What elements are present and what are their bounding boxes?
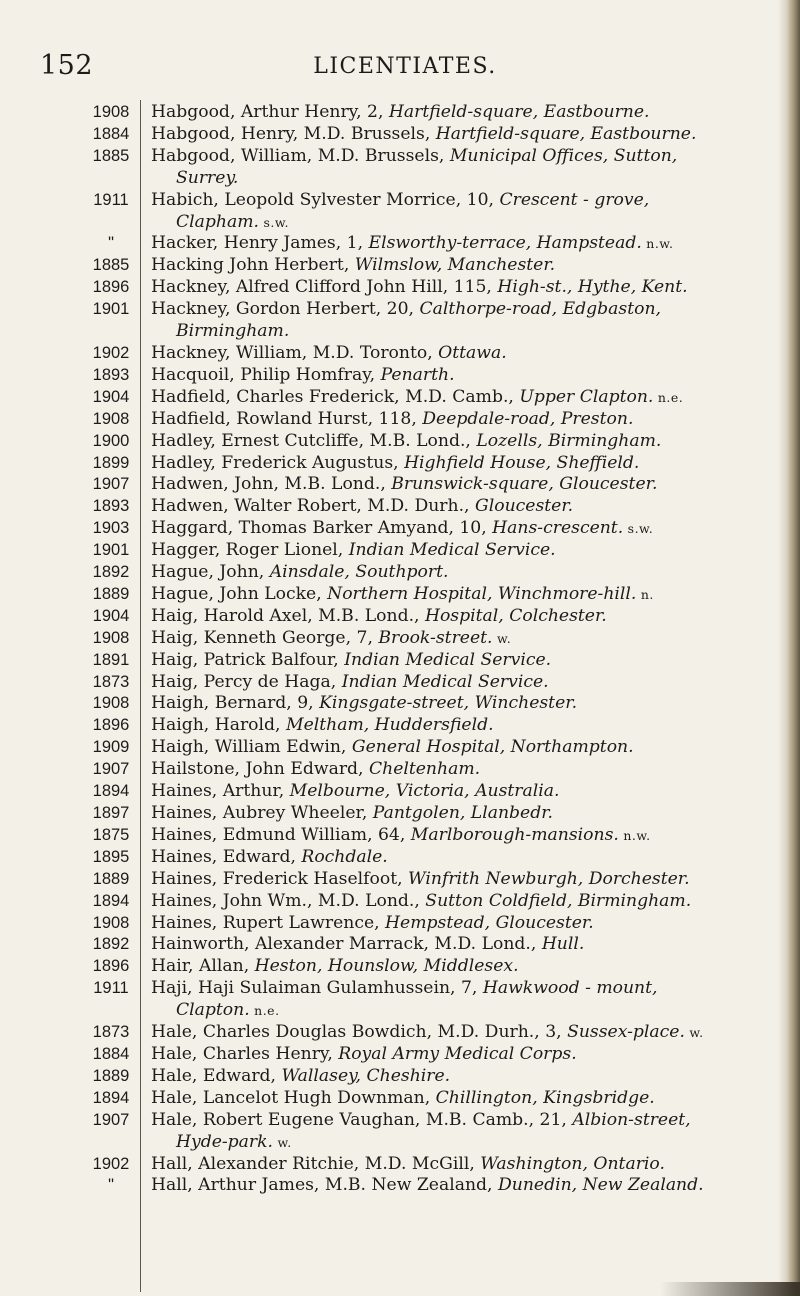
entry-row — [0, 299, 790, 343]
entry-year: 1907 — [92, 1110, 130, 1129]
entries-list — [0, 102, 790, 1197]
entry-address: Crescent - grove, — [499, 189, 650, 210]
entry-name: Hacker, Henry James, 1, — [151, 233, 369, 254]
entry-year: 1892 — [92, 563, 130, 582]
entry-address: Northern Hospital, Winchmore-hill. — [327, 583, 637, 604]
entry-year: 1908 — [92, 409, 130, 428]
entry-name: Hadfield, Charles Frederick, M.D. Camb., — [151, 386, 520, 407]
entry-year: 1904 — [92, 387, 130, 406]
entry-year: 1902 — [92, 1154, 130, 1173]
entry-address: Kingsgate-street, Winchester. — [319, 693, 578, 714]
entry-name: Hackney, Gordon Herbert, 20, — [151, 299, 420, 320]
entry-name: Hale, Charles Douglas Bowdich, M.D. Durh., 3, — [151, 1022, 568, 1043]
entry-row — [0, 781, 790, 803]
entry-name: Haines, Arthur, — [151, 781, 290, 802]
entry-text — [151, 562, 786, 584]
entry-address: Melbourne, Victoria, Australia. — [289, 781, 560, 802]
entry-address: Municipal Offices, Sutton, — [449, 145, 678, 166]
entry-name: Haigh, Bernard, 9, — [151, 693, 320, 714]
entry-year: 1894 — [92, 1088, 130, 1107]
entry-year: 1907 — [92, 760, 130, 779]
running-head: LICENTIATES. — [313, 54, 497, 79]
entry-year: 1901 — [92, 300, 130, 319]
entry-name: Hadfield, Rowland Hurst, 118, — [151, 408, 423, 429]
entry-row — [0, 1110, 790, 1154]
entry-name: Haig, Patrick Balfour, — [151, 649, 345, 670]
entry-year: 1885 — [92, 146, 130, 165]
entry-name: Hague, John Locke, — [151, 583, 328, 604]
entry-text — [151, 628, 786, 650]
entry-address: Hawkwood - mount, — [482, 978, 658, 999]
entry-district: s.w. — [623, 521, 654, 537]
entry-row — [0, 277, 790, 299]
entry-text — [151, 672, 786, 694]
entry-row — [0, 1175, 790, 1197]
entry-name: Habgood, William, M.D. Brussels, — [151, 145, 450, 166]
entry-address: Hartfield-square, Eastbourne. — [435, 123, 697, 144]
entry-name: Hacquoil, Philip Homfray, — [151, 364, 381, 385]
entry-year: " — [108, 234, 114, 253]
entry-row — [0, 606, 790, 628]
entry-row — [0, 365, 790, 387]
entry-address: Hempstead, Gloucester. — [385, 912, 594, 933]
entry-name: Habich, Leopold Sylvester Morrice, 10, — [151, 189, 500, 210]
entry-address: Marlborough-mansions. — [410, 824, 619, 845]
entry-address: Rochdale. — [301, 846, 388, 867]
entry-address: Sussex-place. — [567, 1022, 685, 1043]
entry-year: 1900 — [92, 431, 130, 450]
entry-name: Haigh, Harold, — [151, 715, 286, 736]
entry-year: 1908 — [92, 694, 130, 713]
entry-text — [151, 737, 786, 759]
entry-name: Haines, Aubrey Wheeler, — [151, 803, 373, 823]
entry-district: n.e. — [653, 389, 684, 405]
entry-year: 1902 — [92, 343, 130, 362]
entry-name: Haig, Percy de Haga, — [151, 671, 342, 692]
entry-address: Highfield House, Sheffield. — [404, 452, 640, 473]
entry-row — [0, 190, 790, 234]
entry-address: Hospital, Colchester. — [424, 605, 607, 626]
entry-address: Indian Medical Service. — [348, 540, 556, 561]
entry-year: 1896 — [92, 957, 130, 976]
entry-text — [151, 1110, 786, 1132]
entry-text — [151, 518, 786, 540]
entry-address: High-st., Hythe, Kent. — [497, 277, 688, 298]
page-number: 152 — [40, 50, 94, 81]
entry-name: Hadwen, John, M.B. Lond., — [151, 474, 392, 495]
entry-name: Haig, Kenneth George, 7, — [151, 627, 379, 648]
entry-text — [151, 1066, 786, 1088]
entry-text — [151, 693, 786, 715]
entry-year: 1884 — [92, 1044, 130, 1063]
entry-row — [0, 1044, 790, 1066]
entry-year: 1893 — [92, 365, 130, 384]
entry-text — [151, 299, 786, 321]
entry-row — [0, 737, 790, 759]
entry-text — [151, 650, 786, 672]
entry-continuation — [151, 212, 800, 234]
entry-text — [151, 913, 786, 935]
entry-text — [151, 803, 786, 825]
entry-row — [0, 913, 790, 935]
entry-year: 1895 — [92, 847, 130, 866]
entry-address: Chillington, Kingsbridge. — [435, 1087, 655, 1108]
entry-district: n.w. — [641, 236, 674, 252]
entry-year: 1894 — [92, 782, 130, 801]
entry-row — [0, 518, 790, 540]
entry-row — [0, 978, 790, 1022]
entry-year: 1908 — [92, 913, 130, 932]
entry-row — [0, 628, 790, 650]
entry-row — [0, 891, 790, 913]
entry-name: Hainworth, Alexander Marrack, M.D. Lond., — [151, 934, 542, 955]
entry-name: Hailstone, John Edward, — [151, 759, 369, 780]
entry-row — [0, 102, 790, 124]
entry-name: Hague, John, — [151, 562, 270, 583]
entry-address: Cheltenham. — [368, 759, 481, 780]
entry-row — [0, 956, 790, 978]
entry-text — [151, 1044, 786, 1066]
entry-name: Hale, Robert Eugene Vaughan, M.B. Camb., 21, — [151, 1109, 573, 1130]
page-header — [40, 50, 770, 86]
entry-text — [151, 102, 786, 124]
entry-text — [151, 146, 786, 168]
entry-row — [0, 672, 790, 694]
entry-row — [0, 584, 790, 606]
entry-row — [0, 869, 790, 891]
entry-district: w. — [684, 1025, 704, 1041]
entry-continuation — [151, 1132, 800, 1154]
entry-text — [151, 759, 786, 781]
entry-year: 1885 — [92, 256, 130, 275]
entry-address: Elsworthy-terrace, Hampstead. — [368, 233, 642, 254]
entry-district: n. — [636, 586, 654, 602]
entry-year: 1893 — [92, 497, 130, 516]
entry-continuation — [151, 168, 800, 190]
entry-address-continued: Birmingham. — [176, 321, 290, 342]
entry-text — [151, 233, 786, 255]
entry-year: 1884 — [92, 124, 130, 143]
entry-text — [151, 190, 786, 212]
entry-year: 1873 — [92, 672, 130, 691]
entry-name: Habgood, Arthur Henry, 2, — [151, 102, 389, 122]
entry-year: 1911 — [93, 190, 129, 209]
entry-address: Albion-street, — [572, 1109, 691, 1130]
entry-text — [151, 1022, 786, 1044]
entry-year: 1896 — [92, 716, 130, 735]
entry-district: n.e. — [249, 1003, 280, 1019]
entry-text — [151, 934, 786, 956]
entry-text — [151, 365, 786, 387]
entry-year: 1875 — [92, 825, 130, 844]
entry-address: Indian Medical Service. — [344, 649, 552, 670]
entry-address: Washington, Ontario. — [480, 1153, 665, 1174]
entry-year: 1899 — [92, 453, 130, 472]
entry-address: Ainsdale, Southport. — [269, 562, 449, 583]
entry-name: Hall, Alexander Ritchie, M.D. McGill, — [151, 1153, 481, 1174]
entry-text — [151, 277, 786, 299]
entry-year: 1889 — [92, 1066, 130, 1085]
entry-name: Haines, Edmund William, 64, — [151, 824, 411, 845]
entry-row — [0, 825, 790, 847]
entry-row — [0, 124, 790, 146]
entry-row — [0, 1022, 790, 1044]
entry-year: 1894 — [92, 891, 130, 910]
entry-text — [151, 891, 786, 913]
entry-address-continued: Surrey. — [176, 167, 239, 188]
entry-address: Indian Medical Service. — [341, 671, 549, 692]
entry-address: Royal Army Medical Corps. — [338, 1043, 577, 1064]
entry-year: 1908 — [92, 628, 130, 647]
entry-address-continued: Clapham. — [176, 211, 259, 232]
entry-year: 1873 — [92, 1023, 130, 1042]
entry-address: Pantgolen, Llanbedr. — [372, 803, 554, 823]
entry-name: Hackney, William, M.D. Toronto, — [151, 342, 439, 363]
entry-text — [151, 584, 786, 606]
entry-address: Wilmslow, Manchester. — [354, 255, 556, 276]
entry-name: Hall, Arthur James, M.B. New Zealand, — [151, 1175, 498, 1196]
entry-year: 1907 — [92, 475, 130, 494]
entry-row — [0, 562, 790, 584]
entry-name: Hagger, Roger Lionel, — [151, 540, 349, 561]
entry-address: Dunedin, New Zealand. — [497, 1175, 704, 1196]
entry-address: Brook-street. — [378, 627, 493, 648]
entry-address: General Hospital, Northampton. — [351, 737, 634, 758]
entry-row — [0, 540, 790, 562]
entry-year: 1889 — [92, 869, 130, 888]
entry-address: Hans-crescent. — [492, 518, 624, 539]
entry-text — [151, 387, 786, 409]
entry-name: Hadley, Frederick Augustus, — [151, 452, 405, 473]
entry-text — [151, 124, 786, 146]
entry-row — [0, 146, 790, 190]
entry-text — [151, 847, 786, 869]
entry-name: Haig, Harold Axel, M.B. Lond., — [151, 605, 425, 626]
entry-row — [0, 803, 790, 825]
entry-address: Penarth. — [380, 364, 455, 385]
entry-name: Hadley, Ernest Cutcliffe, M.B. Lond., — [151, 430, 477, 451]
entry-text — [151, 1175, 786, 1197]
entry-year: 1909 — [92, 738, 130, 757]
entry-row — [0, 387, 790, 409]
entry-row — [0, 453, 790, 475]
entry-district: s.w. — [258, 214, 290, 230]
entry-year: " — [108, 1176, 114, 1195]
entry-address: Gloucester. — [475, 496, 574, 517]
entry-district: w. — [273, 1134, 292, 1150]
entry-year: 1891 — [92, 650, 130, 669]
entry-row — [0, 255, 790, 277]
entry-row — [0, 474, 790, 496]
entry-name: Hadwen, Walter Robert, M.D. Durh., — [151, 496, 475, 517]
entry-year: 1896 — [92, 278, 130, 297]
entry-text — [151, 606, 786, 628]
entry-text — [151, 781, 786, 803]
entry-row — [0, 496, 790, 518]
entry-year: 1892 — [92, 935, 130, 954]
entry-row — [0, 759, 790, 781]
entry-name: Haines, John Wm., M.D. Lond., — [151, 890, 426, 911]
entry-address-continued: Hyde-park. — [176, 1131, 274, 1152]
entry-name: Hale, Lancelot Hugh Downman, — [151, 1087, 436, 1108]
entry-address: Winfrith Newburgh, Dorchester. — [408, 868, 690, 889]
entry-text — [151, 540, 786, 562]
entry-row — [0, 431, 790, 453]
entry-year: 1911 — [93, 979, 129, 998]
entry-name: Haggard, Thomas Barker Amyand, 10, — [151, 518, 493, 539]
entry-row — [0, 233, 790, 255]
entry-year: 1897 — [92, 804, 130, 822]
entry-text — [151, 474, 786, 496]
entry-name: Hair, Allan, — [151, 956, 255, 977]
entry-address-continued: Clapton. — [176, 1000, 250, 1021]
entry-address: Heston, Hounslow, Middlesex. — [254, 956, 519, 977]
entry-text — [151, 715, 786, 737]
entry-row — [0, 693, 790, 715]
entry-row — [0, 1154, 790, 1176]
entry-text — [151, 1154, 786, 1176]
entry-name: Hacking John Herbert, — [151, 255, 355, 276]
page-corner-shadow — [660, 1282, 800, 1296]
entry-name: Haigh, William Edwin, — [151, 737, 352, 758]
entry-district: n.w. — [618, 827, 651, 843]
entry-text — [151, 255, 786, 277]
entry-row — [0, 715, 790, 737]
entry-row — [0, 1088, 790, 1110]
entry-row — [0, 343, 790, 365]
entry-name: Haji, Haji Sulaiman Gulamhussein, 7, — [151, 978, 483, 999]
entry-address: Lozells, Birmingham. — [476, 430, 662, 451]
entry-text — [151, 453, 786, 475]
entry-name: Hale, Charles Henry, — [151, 1043, 339, 1064]
entry-row — [0, 847, 790, 869]
entry-year: 1908 — [92, 103, 130, 121]
entry-address: Sutton Coldfield, Birmingham. — [425, 890, 692, 911]
entry-address: Hartfield-square, Eastbourne. — [388, 102, 650, 122]
entry-name: Hackney, Alfred Clifford John Hill, 115, — [151, 277, 498, 298]
entry-address: Meltham, Huddersfield. — [285, 715, 494, 736]
entry-address: Calthorpe-road, Edgbaston, — [419, 299, 662, 320]
entry-name: Hale, Edward, — [151, 1065, 282, 1086]
entry-year: 1903 — [92, 519, 130, 538]
entry-continuation — [151, 321, 800, 343]
entry-address: Upper Clapton. — [519, 386, 654, 407]
entry-year: 1889 — [92, 584, 130, 603]
entry-text — [151, 1088, 786, 1110]
entry-text — [151, 869, 786, 891]
entry-name: Habgood, Henry, M.D. Brussels, — [151, 123, 436, 144]
entry-address: Brunswick-square, Gloucester. — [391, 474, 658, 495]
entry-continuation — [151, 1000, 800, 1022]
entry-year: 1901 — [92, 541, 130, 560]
entry-year: 1904 — [92, 606, 130, 625]
entry-address: Ottawa. — [438, 342, 507, 363]
entry-text — [151, 343, 786, 365]
entry-name: Haines, Frederick Haselfoot, — [151, 868, 409, 889]
entry-row — [0, 650, 790, 672]
entry-text — [151, 409, 786, 431]
entry-text — [151, 496, 786, 518]
entry-district: w. — [492, 630, 512, 646]
entry-name: Haines, Rupert Lawrence, — [151, 912, 386, 933]
entry-address: Deepdale-road, Preston. — [422, 408, 634, 429]
entry-row — [0, 1066, 790, 1088]
entry-text — [151, 956, 786, 978]
entry-address: Wallasey, Cheshire. — [281, 1065, 451, 1086]
entry-text — [151, 431, 786, 453]
entry-name: Haines, Edward, — [151, 846, 302, 867]
entry-row — [0, 409, 790, 431]
entry-text — [151, 978, 786, 1000]
entry-text — [151, 825, 786, 847]
entry-address: Hull. — [541, 934, 585, 955]
entry-row — [0, 934, 790, 956]
